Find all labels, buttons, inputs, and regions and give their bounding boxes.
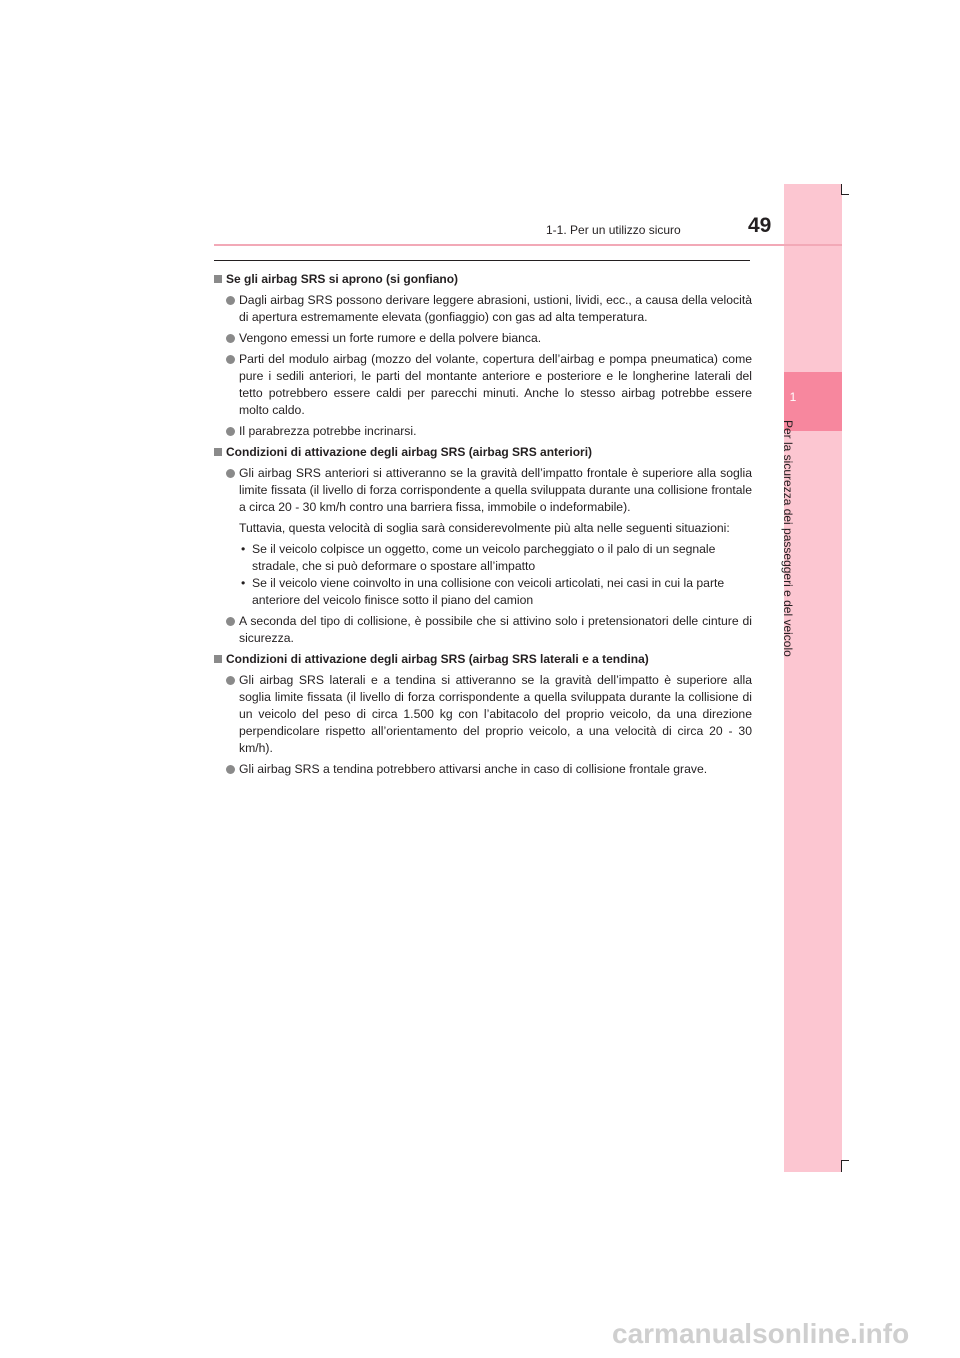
- crop-mark-bottom: [841, 1160, 842, 1172]
- watermark: carmanualsonline.info: [612, 1318, 910, 1349]
- section-heading: Condizioni di attivazione degli airbag SRS (airbag SRS anteriori): [214, 444, 752, 461]
- circle-bullet-icon: [226, 676, 235, 685]
- header-rule: [214, 244, 784, 246]
- circle-bullet-icon: [226, 334, 235, 343]
- bullet-item: Gli airbag SRS a tendina potrebbero attivarsi anche in caso di collisione frontale grave.: [214, 761, 752, 778]
- crop-mark-top-tick: [841, 194, 849, 195]
- page-number: 49: [748, 214, 772, 237]
- sub-bullet-icon: •: [241, 542, 246, 556]
- bullet-item: Dagli airbag SRS possono derivare leggere abrasioni, ustioni, lividi, ecc., a causa della velocità di apertura estremamente elevata (gonfiaggio) con gas ad alta temperatura.: [214, 292, 752, 326]
- crop-mark-top: [841, 184, 842, 194]
- bullet-item: Vengono emessi un forte rumore e della polvere bianca.: [214, 330, 752, 347]
- circle-bullet-icon: [226, 617, 235, 626]
- bullet-item: Il parabrezza potrebbe incrinarsi.: [214, 423, 752, 440]
- square-bullet-icon: [214, 448, 222, 456]
- sub-bullet-item: • Se il veicolo viene coinvolto in una collisione con veicoli articolati, nei casi in cui la parte anteriore del veicolo finisce sotto il piano del camion: [241, 576, 725, 607]
- section-heading: Condizioni di attivazione degli airbag SRS (airbag SRS laterali e a tendina): [214, 651, 752, 668]
- square-bullet-icon: [214, 655, 222, 663]
- sub-bullet-icon: •: [241, 576, 246, 590]
- bullet-item: Gli airbag SRS anteriori si attiveranno se la gravità dell’impatto frontale è superiore alla soglia limite fissata (il livello di forza corrispondente a quella sviluppata durante una collisione frontale a circa 20 - 30 km/h contro una barriera fissa, immobile o indeformabile).: [214, 465, 752, 516]
- section-heading: Se gli airbag SRS si aprono (si gonfiano): [214, 271, 752, 288]
- paragraph: Tuttavia, questa velocità di soglia sarà considerevolmente più alta nelle seguenti situazioni:: [239, 521, 730, 535]
- sub-bullet-item: • Se il veicolo colpisce un oggetto, come un veicolo parcheggiato o il palo di un segnale stradale, che si può deformare o spostare all’impatto: [241, 542, 716, 573]
- circle-bullet-icon: [226, 427, 235, 436]
- circle-bullet-icon: [226, 296, 235, 305]
- chapter-title: Per la sicurezza dei passeggeri e del veicolo: [781, 420, 795, 657]
- chapter-number: 1: [789, 390, 797, 404]
- chapter-side-tab: [784, 184, 842, 1172]
- bullet-item: Parti del modulo airbag (mozzo del volante, copertura dell’airbag e pompa pneumatica) come pure i sedili anteriori, le parti del montante anteriore e posteriore e le longherine laterali del tetto potrebbero essere caldi per parecchi minuti. Anche lo stesso airbag potrebbe essere molto caldo.: [214, 351, 752, 419]
- content-top-rule: [214, 260, 750, 261]
- header-rule-tab: [784, 244, 842, 246]
- bullet-item: A seconda del tipo di collisione, è possibile che si attivino solo i pretensionatori delle cinture di sicurezza.: [214, 613, 752, 647]
- crop-mark-bottom-tick: [841, 1160, 849, 1161]
- bullet-item: Gli airbag SRS laterali e a tendina si attiveranno se la gravità dell’impatto è superiore alla soglia limite fissata (il livello di forza corrispondente a quella sviluppata durante la collisione di un veicolo del peso di circa 1.500 kg con l’abitacolo del proprio veicolo, da una direzione perpendicolare rispetto all’orientamento del proprio veicolo, a una velocità di circa 20 - 30 km/h).: [214, 672, 752, 757]
- circle-bullet-icon: [226, 469, 235, 478]
- circle-bullet-icon: [226, 765, 235, 774]
- square-bullet-icon: [214, 275, 222, 283]
- section-header: 1-1. Per un utilizzo sicuro: [546, 223, 681, 237]
- circle-bullet-icon: [226, 355, 235, 364]
- page-content: [214, 268, 752, 782]
